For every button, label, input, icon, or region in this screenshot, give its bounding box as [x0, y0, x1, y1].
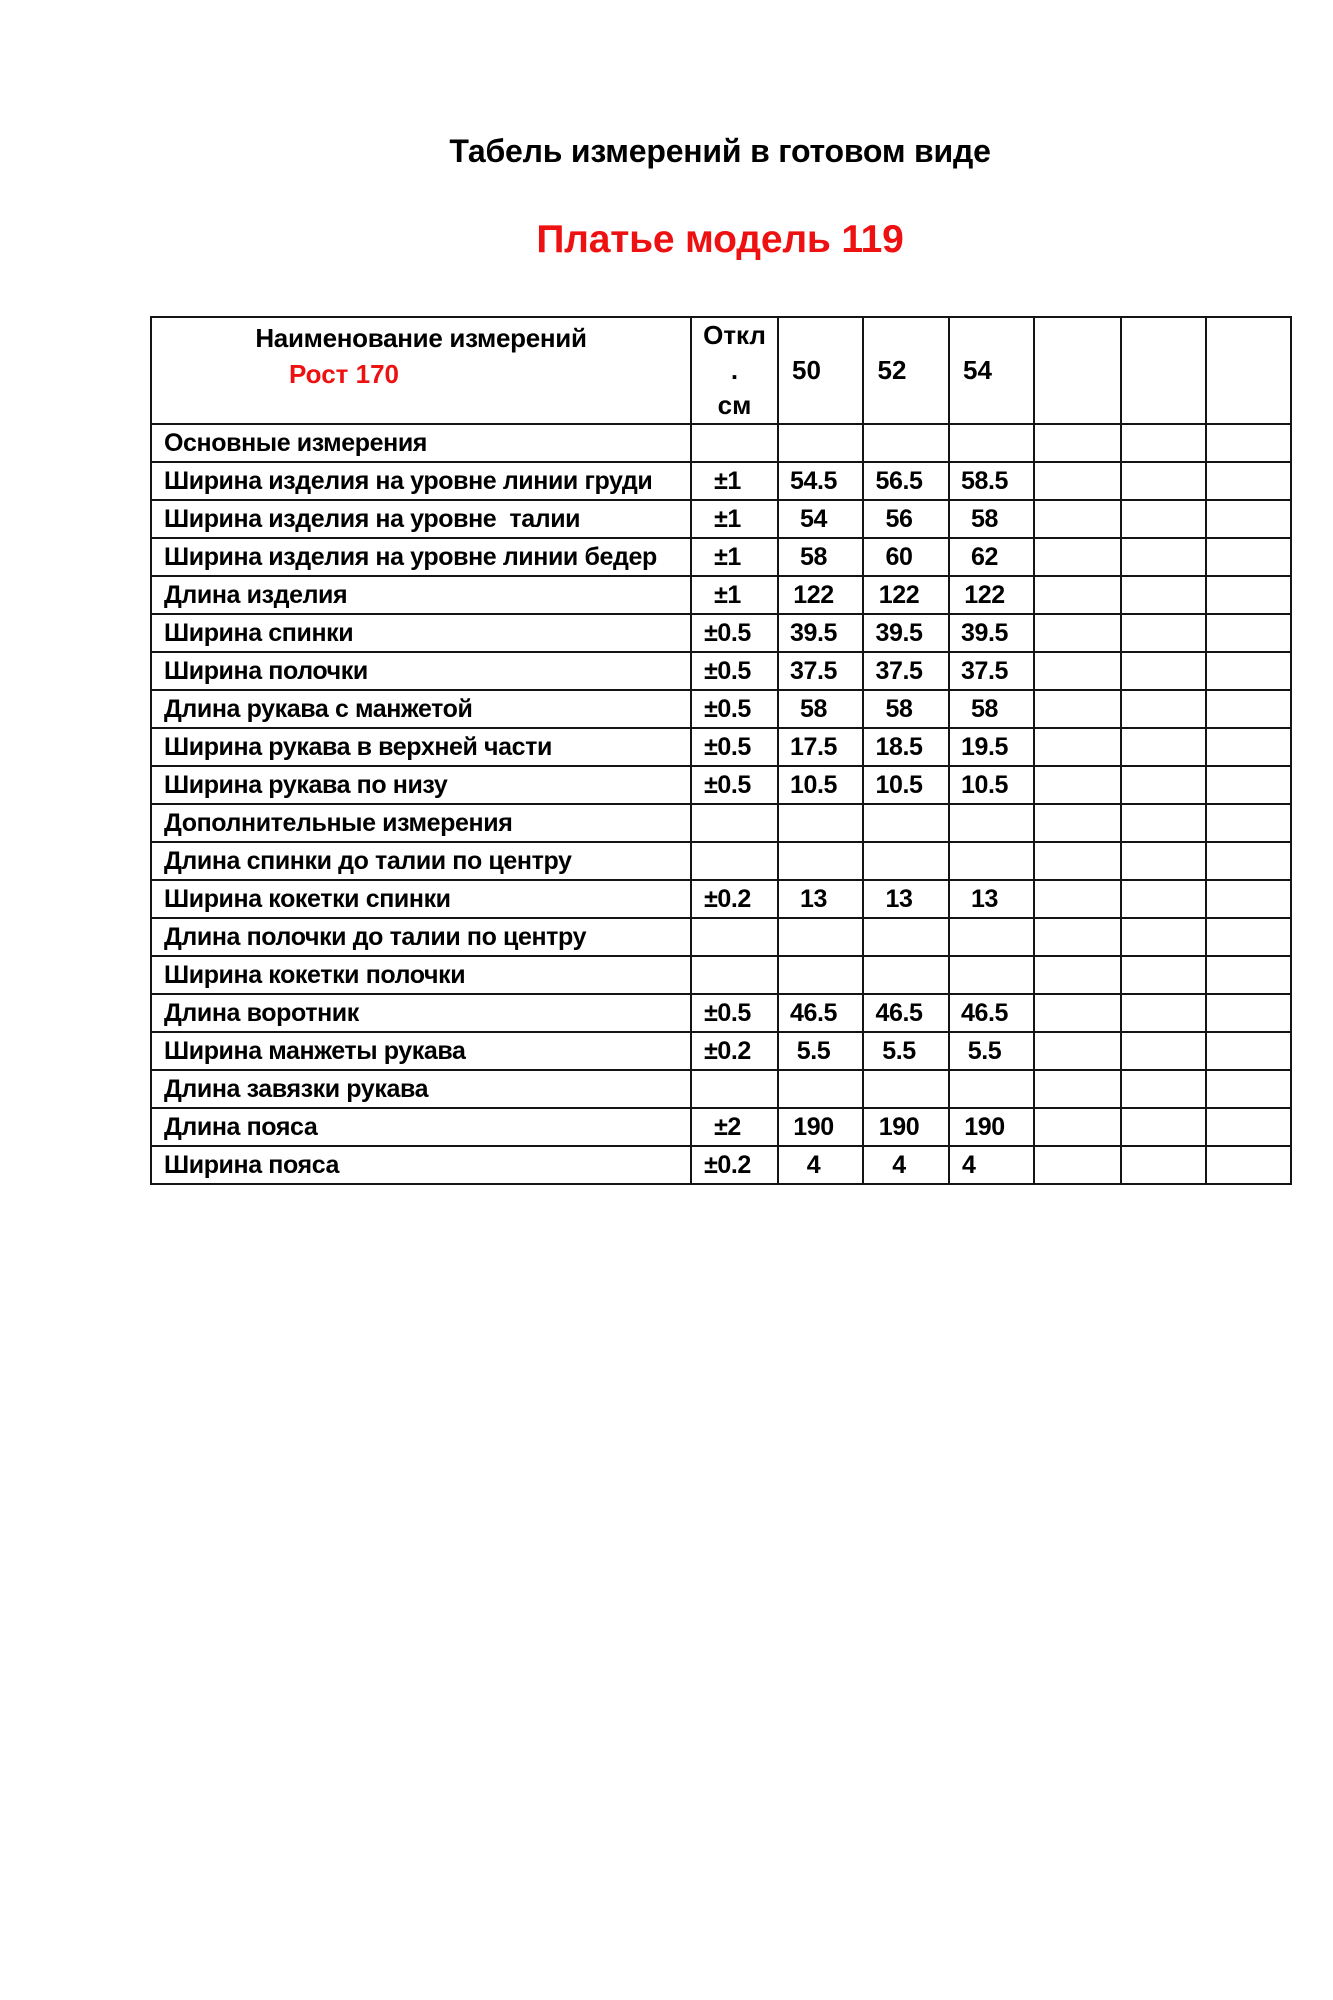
empty-cell [1121, 500, 1206, 538]
size-50-column-header: 50 [778, 317, 863, 424]
empty-cell [1206, 994, 1291, 1032]
table-row [151, 1032, 1291, 1070]
empty-cell [1034, 1108, 1121, 1146]
size-50-value: 58 [778, 538, 863, 576]
model-title: Платье модель 119 [536, 218, 904, 261]
measurement-label: Длина пояса [151, 1108, 691, 1146]
measurement-label: Дополнительные измерения [151, 804, 691, 842]
size-52-value [863, 1070, 949, 1108]
size-54-value [949, 424, 1034, 462]
tolerance-value: ±1 [691, 538, 778, 576]
table-row [151, 652, 1291, 690]
size-54-value: 13 [949, 880, 1034, 918]
empty-cell [1121, 1070, 1206, 1108]
tolerance-value [691, 918, 778, 956]
measurement-label: Ширина рукава в верхней части [151, 728, 691, 766]
empty-cell [1121, 918, 1206, 956]
measurement-label: Ширина изделия на уровне линии бедер [151, 538, 691, 576]
size-54-value: 46.5 [949, 994, 1034, 1032]
tolerance-value: ±2 [691, 1108, 778, 1146]
size-54-value: 58 [949, 690, 1034, 728]
tolerance-value: ±0.5 [691, 994, 778, 1032]
size-50-value [778, 842, 863, 880]
measurements-name-header-label: Наименование измерений [255, 323, 587, 353]
size-52-value: 58 [863, 690, 949, 728]
size-50-value: 54.5 [778, 462, 863, 500]
size-50-value: 58 [778, 690, 863, 728]
measurement-label: Ширина спинки [151, 614, 691, 652]
empty-cell [1206, 918, 1291, 956]
size-50-value [778, 918, 863, 956]
table-body [151, 424, 1291, 1184]
empty-cell [1034, 880, 1121, 918]
measurement-label: Основные измерения [151, 424, 691, 462]
table-row [151, 538, 1291, 576]
measurement-label: Ширина изделия на уровне линии груди [151, 462, 691, 500]
table-row [151, 1146, 1291, 1184]
size-52-column-header: 52 [863, 317, 949, 424]
size-52-value: 60 [863, 538, 949, 576]
empty-cell [1034, 576, 1121, 614]
measurement-label: Ширина кокетки полочки [151, 956, 691, 994]
header-row [151, 317, 1291, 424]
size-50-value: 39.5 [778, 614, 863, 652]
height-170-label: Рост 170 [288, 359, 400, 389]
table-row [151, 842, 1291, 880]
empty-cell [1034, 766, 1121, 804]
size-52-value: 10.5 [863, 766, 949, 804]
size-52-value: 46.5 [863, 994, 949, 1032]
tolerance-column-header [691, 317, 778, 424]
size-54-value: 10.5 [949, 766, 1034, 804]
empty-cell [1034, 804, 1121, 842]
empty-cell [1206, 804, 1291, 842]
empty-cell [1034, 918, 1121, 956]
tolerance-value: ±0.5 [691, 652, 778, 690]
empty-cell [1121, 728, 1206, 766]
tolerance-value: ±0.2 [691, 880, 778, 918]
measurement-label: Длина воротник [151, 994, 691, 1032]
empty-cell [1206, 424, 1291, 462]
size-54-value: 39.5 [949, 614, 1034, 652]
tolerance-value [691, 1070, 778, 1108]
tolerance-value [691, 956, 778, 994]
empty-cell [1034, 956, 1121, 994]
table-row [151, 614, 1291, 652]
empty-cell [1121, 994, 1206, 1032]
empty-cell [1034, 500, 1121, 538]
tolerance-value [691, 804, 778, 842]
empty-cell [1206, 690, 1291, 728]
empty-cell [1034, 994, 1121, 1032]
table-row [151, 690, 1291, 728]
tolerance-header-line3: см [717, 390, 752, 420]
size-54-value [949, 918, 1034, 956]
table-row [151, 956, 1291, 994]
size-54-value: 58.5 [949, 462, 1034, 500]
empty-cell [1034, 614, 1121, 652]
size-54-value [949, 842, 1034, 880]
empty-cell [1034, 462, 1121, 500]
size-52-value [863, 842, 949, 880]
empty-cell [1034, 1070, 1121, 1108]
tolerance-value: ±1 [691, 500, 778, 538]
size-54-value: 122 [949, 576, 1034, 614]
size-52-value [863, 956, 949, 994]
size-54-value: 58 [949, 500, 1034, 538]
size-50-value: 122 [778, 576, 863, 614]
measurement-label: Длина изделия [151, 576, 691, 614]
tolerance-value: ±0.5 [691, 614, 778, 652]
tolerance-value: ±0.5 [691, 728, 778, 766]
empty-cell [1034, 652, 1121, 690]
empty-cell [1121, 652, 1206, 690]
size-52-value: 37.5 [863, 652, 949, 690]
size-50-value: 10.5 [778, 766, 863, 804]
empty-cell [1034, 1032, 1121, 1070]
size-52-value: 13 [863, 880, 949, 918]
size-50-value [778, 956, 863, 994]
table-row [151, 500, 1291, 538]
empty-cell [1206, 880, 1291, 918]
measurements-table [150, 316, 1292, 1185]
empty-cell [1121, 1146, 1206, 1184]
empty-cell [1121, 842, 1206, 880]
empty-cell [1206, 576, 1291, 614]
size-52-value: 39.5 [863, 614, 949, 652]
empty-cell [1034, 728, 1121, 766]
size-54-value: 37.5 [949, 652, 1034, 690]
empty-cell [1121, 462, 1206, 500]
empty-cell [1206, 462, 1291, 500]
table-row [151, 804, 1291, 842]
measurement-label: Длина спинки до талии по центру [151, 842, 691, 880]
size-50-value: 46.5 [778, 994, 863, 1032]
table-row [151, 576, 1291, 614]
measurement-label: Ширина полочки [151, 652, 691, 690]
empty-cell [1121, 956, 1206, 994]
size-54-value: 4 [949, 1146, 1034, 1184]
empty-cell [1206, 1146, 1291, 1184]
measurement-label: Ширина рукава по низу [151, 766, 691, 804]
tolerance-value: ±1 [691, 462, 778, 500]
size-50-value: 13 [778, 880, 863, 918]
size-50-value: 5.5 [778, 1032, 863, 1070]
table-row [151, 728, 1291, 766]
tolerance-header-line2: . [730, 355, 739, 385]
size-52-value [863, 804, 949, 842]
size-52-value: 190 [863, 1108, 949, 1146]
size-50-value: 37.5 [778, 652, 863, 690]
empty-cell [1034, 1146, 1121, 1184]
empty-cell [1121, 424, 1206, 462]
measurement-label: Длина полочки до талии по центру [151, 918, 691, 956]
empty-cell [1206, 500, 1291, 538]
size-50-value [778, 424, 863, 462]
size-54-value: 62 [949, 538, 1034, 576]
size-52-value: 18.5 [863, 728, 949, 766]
size-52-value [863, 424, 949, 462]
empty-cell [1121, 1108, 1206, 1146]
tolerance-value: ±0.2 [691, 1032, 778, 1070]
tolerance-value: ±0.2 [691, 1146, 778, 1184]
empty-cell [1206, 728, 1291, 766]
empty-cell [1121, 576, 1206, 614]
empty-cell [1121, 804, 1206, 842]
table-row [151, 766, 1291, 804]
empty-cell [1206, 842, 1291, 880]
empty-cell [1206, 538, 1291, 576]
size-52-value: 56.5 [863, 462, 949, 500]
size-50-value [778, 1070, 863, 1108]
tolerance-value [691, 842, 778, 880]
measurement-label: Ширина изделия на уровне талии [151, 500, 691, 538]
empty-cell [1206, 614, 1291, 652]
empty-cell [1034, 842, 1121, 880]
table-header [151, 317, 1291, 424]
size-50-value: 54 [778, 500, 863, 538]
size-54-value: 5.5 [949, 1032, 1034, 1070]
tolerance-value: ±0.5 [691, 690, 778, 728]
size-52-value: 56 [863, 500, 949, 538]
size-52-value [863, 918, 949, 956]
table-row [151, 1108, 1291, 1146]
empty-cell [1206, 1108, 1291, 1146]
table-row [151, 424, 1291, 462]
empty-cell [1121, 538, 1206, 576]
measurement-label: Ширина манжеты рукава [151, 1032, 691, 1070]
measurement-label: Ширина пояса [151, 1146, 691, 1184]
size-54-column-header: 54 [949, 317, 1034, 424]
measurement-label: Длина рукава с манжетой [151, 690, 691, 728]
document-title: Табель измерений в готовом виде [449, 133, 991, 169]
size-54-value [949, 1070, 1034, 1108]
size-54-value: 19.5 [949, 728, 1034, 766]
empty-cell [1121, 880, 1206, 918]
empty-cell [1121, 690, 1206, 728]
tolerance-value: ±1 [691, 576, 778, 614]
size-52-value: 5.5 [863, 1032, 949, 1070]
size-50-value: 4 [778, 1146, 863, 1184]
size-52-value: 122 [863, 576, 949, 614]
table-row [151, 994, 1291, 1032]
measurement-label: Ширина кокетки спинки [151, 880, 691, 918]
size-52-value: 4 [863, 1146, 949, 1184]
table-row [151, 918, 1291, 956]
size-50-value: 190 [778, 1108, 863, 1146]
empty-cell [1206, 652, 1291, 690]
measurement-label: Длина завязки рукава [151, 1070, 691, 1108]
empty-cell [1121, 766, 1206, 804]
table-row [151, 880, 1291, 918]
size-54-value [949, 804, 1034, 842]
empty-cell [1206, 956, 1291, 994]
size-50-value: 17.5 [778, 728, 863, 766]
empty-cell [1206, 1032, 1291, 1070]
table-row [151, 1070, 1291, 1108]
empty-cell [1034, 538, 1121, 576]
empty-cell [1034, 424, 1121, 462]
empty-column-header [1121, 317, 1206, 424]
empty-cell [1206, 1070, 1291, 1108]
empty-column-header [1206, 317, 1291, 424]
size-54-value [949, 956, 1034, 994]
empty-cell [1034, 690, 1121, 728]
tolerance-header-line1: Откл [703, 320, 766, 350]
tolerance-value: ±0.5 [691, 766, 778, 804]
table-row [151, 462, 1291, 500]
measurements-name-header [151, 317, 691, 424]
empty-cell [1121, 1032, 1206, 1070]
empty-cell [1121, 614, 1206, 652]
size-54-value: 190 [949, 1108, 1034, 1146]
empty-column-header [1034, 317, 1121, 424]
size-50-value [778, 804, 863, 842]
tolerance-value [691, 424, 778, 462]
empty-cell [1206, 766, 1291, 804]
